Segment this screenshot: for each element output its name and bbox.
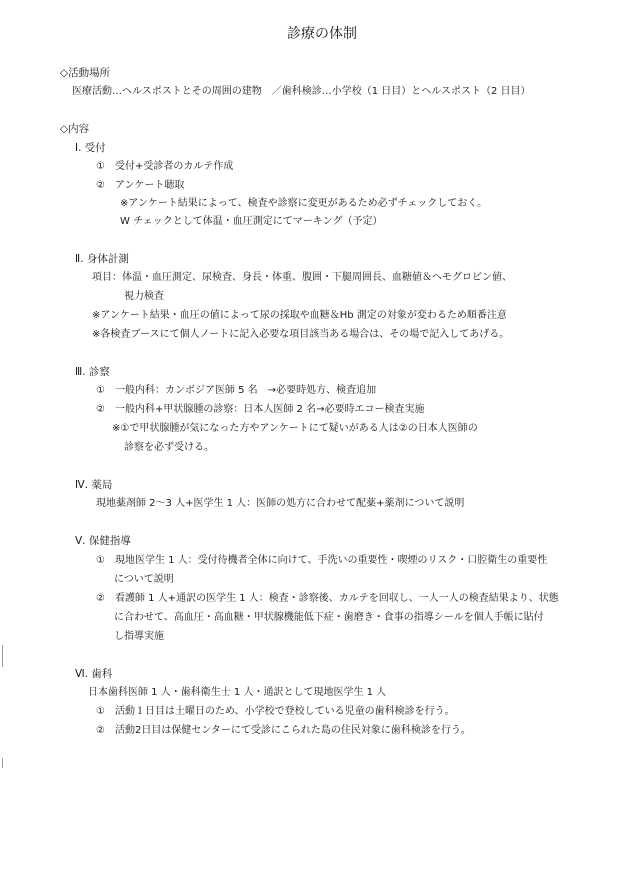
location-heading: ◇活動場所 (60, 67, 111, 79)
section-heading-pharmacy: Ⅳ. 薬局 (75, 479, 113, 491)
list-item-continued: について説明 (114, 574, 174, 585)
items-text: 視力検査 (124, 291, 164, 302)
note-text: W チェックとして体温・血圧測定にてマーキング（予定） (120, 216, 383, 227)
note-text: 診察を必ず受ける。 (124, 442, 214, 453)
list-item: ② 活動2日目は保健センターにて受診にこられた島の住民対象に歯科検診を行う。 (96, 725, 471, 736)
list-item: ② 一般内科+甲状腺腫の診察：日本人医師 2 名→必要時エコー検査実施 (96, 404, 425, 415)
list-item: ① 一般内科：カンボジア医師 5 名 →必要時処方、検査追加 (96, 385, 377, 396)
list-item: ① 活動１日目は土曜日のため、小学校で登校している児童の歯科検診を行う。 (96, 706, 455, 717)
note-text: ※①で甲状腺腫が気になった方やアンケートにて疑いがある人は②の日本人医師の (112, 423, 478, 434)
note-text: ※各検査ブースにて個人ノートに記入必要な項目該当ある場合は、その場で記入してあげる。 (92, 329, 510, 340)
location-text: 医療活動…ヘルスポストとその周囲の建物 ／歯科検診…小学校（1 日目）とヘルスポスト（2 日目） (72, 86, 531, 97)
list-item: ② 看護師 1 人+通訳の医学生 1 人：検査・診察後、カルテを回収し、一人一人の検査結果より、状態 (96, 593, 559, 604)
note-text: ※アンケート結果によって、検査や診察に変更があるため必ずチェックしておく。 (120, 198, 488, 209)
section-heading-measurement: Ⅱ. 身体計測 (75, 253, 129, 265)
scan-edge-mark (2, 645, 3, 667)
note-text: ※アンケート結果・血圧の値によって尿の採取や血糖＆Hb 測定の対象が変わるため順番注意 (92, 310, 507, 321)
list-item: ① 現地医学生 1 人：受付待機者全体に向けて、手洗いの重要性・喫煙のリスク・口腔衛生の重要性 (96, 555, 548, 566)
list-item: ② アンケート聴取 (96, 180, 185, 191)
scan-edge-mark (2, 758, 3, 768)
items-text: 項目：体温・血圧測定、尿検査、身長・体重、腹囲・下腿周囲長、血糖値＆ヘモグロビン値、 (92, 272, 512, 283)
section-heading-dental: Ⅵ. 歯科 (75, 668, 113, 680)
list-item-continued: し指導実施 (114, 631, 164, 642)
section-heading-health-guidance: Ⅴ. 保健指導 (75, 535, 131, 547)
body-text: 現地薬剤師 2～3 人+医学生 1 人：医師の処方に合わせて配薬+薬剤について説明 (96, 498, 465, 509)
section-heading-reception: Ⅰ. 受付 (75, 142, 106, 154)
body-text: 日本歯科医師 1 人・歯科衛生士 1 人・通訳として現地医学生 1 人 (88, 687, 387, 698)
content-heading: ◇内容 (60, 123, 90, 135)
list-item-continued: に合わせて、高血圧・高血糖・甲状腺機能低下症・歯磨き・食事の指導シールを個人手帳に貼付 (114, 612, 544, 623)
section-heading-consultation: Ⅲ. 診察 (75, 366, 110, 378)
page-title: 診療の体制 (287, 26, 357, 42)
list-item: ① 受付+受診者のカルテ作成 (96, 161, 234, 172)
